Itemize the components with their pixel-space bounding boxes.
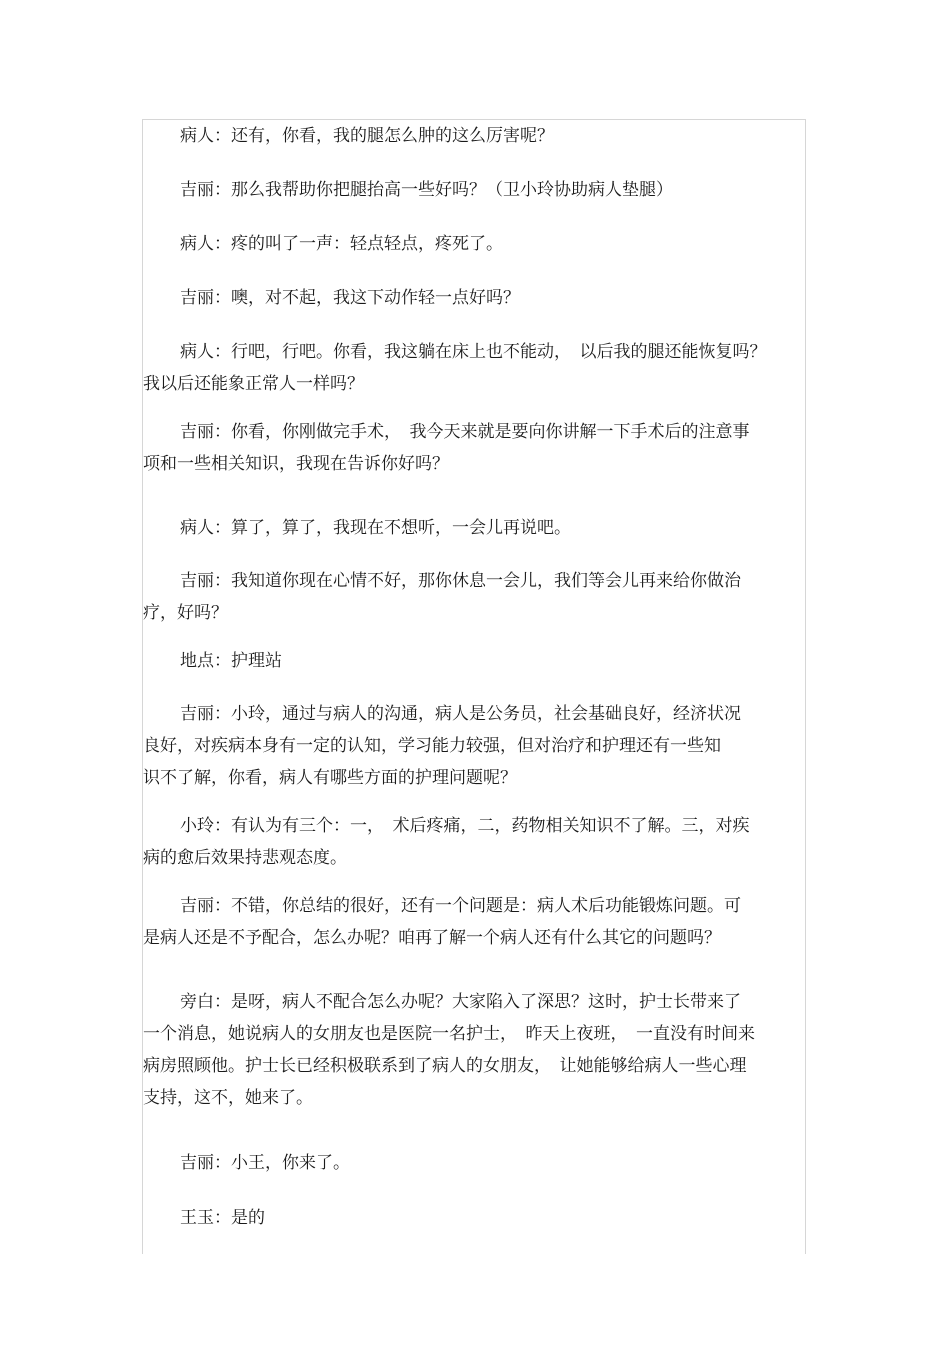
paragraph-line: 吉丽：我知道你现在心情不好，那你休息一会儿，我们等会儿再来给你做治: [180, 571, 741, 591]
paragraph-line: 地点：护理站: [180, 651, 282, 671]
dialogue-paragraph: [143, 645, 803, 677]
paragraph-line: 吉丽：小玲，通过与病人的沟通，病人是公务员，社会基础良好，经济状况: [180, 704, 741, 724]
paragraph-line: 病人：行吧，行吧。你看，我这躺在床上也不能动， 以后我的腿还能恢复吗？: [180, 342, 767, 362]
dialogue-paragraph: [143, 416, 803, 480]
paragraph-line: 良好，对疾病本身有一定的认知，学习能力较强，但对治疗和护理还有一些知: [143, 736, 721, 756]
paragraph-line: 王玉：是的: [180, 1208, 265, 1228]
paragraph-line: 一个消息，她说病人的女朋友也是医院一名护士， 昨天上夜班， 一直没有时间来: [143, 1024, 755, 1044]
dialogue-paragraph: [143, 890, 803, 954]
dialogue-paragraph: [143, 282, 803, 314]
paragraph-line: 我以后还能象正常人一样吗？: [143, 374, 364, 394]
dialogue-paragraph: [143, 565, 803, 629]
paragraph-line: 吉丽：你看，你刚做完手术， 我今天来就是要向你讲解一下手术后的注意事: [180, 422, 750, 442]
dialogue-paragraph: [143, 174, 803, 206]
paragraph-line: 支持，这不，她来了。: [143, 1088, 313, 1108]
paragraph-line: 识不了解，你看，病人有哪些方面的护理问题呢？: [143, 768, 517, 788]
paragraph-line: 病人：疼的叫了一声：轻点轻点，疼死了。: [180, 234, 503, 254]
dialogue-paragraph: [143, 228, 803, 260]
dialogue-paragraph: [143, 120, 803, 152]
paragraph-line: 小玲：有认为有三个：一， 术后疼痛，二，药物相关知识不了解。三，对疾: [180, 816, 750, 836]
paragraph-line: 吉丽：不错，你总结的很好，还有一个问题是：病人术后功能锻炼问题。可: [180, 896, 741, 916]
paragraph-line: 病房照顾他。护士长已经积极联系到了病人的女朋友， 让她能够给病人一些心理: [143, 1056, 747, 1076]
paragraph-line: 吉丽：那么我帮助你把腿抬高一些好吗？（卫小玲协助病人垫腿）: [180, 180, 673, 200]
paragraph-line: 项和一些相关知识，我现在告诉你好吗？: [143, 454, 449, 474]
paragraph-line: 旁白：是呀，病人不配合怎么办呢？大家陷入了深思？这时，护士长带来了: [180, 992, 741, 1012]
paragraph-line: 病的愈后效果持悲观态度。: [143, 848, 347, 868]
paragraph-line: 是病人还是不予配合，怎么办呢？咱再了解一个病人还有什么其它的问题吗？: [143, 928, 721, 948]
dialogue-paragraph: [143, 986, 803, 1114]
dialogue-paragraph: [143, 810, 803, 874]
paragraph-line: 吉丽：小王，你来了。: [180, 1153, 350, 1173]
paragraph-line: 吉丽：噢，对不起，我这下动作轻一点好吗？: [180, 288, 520, 308]
dialogue-paragraph: [143, 698, 803, 794]
dialogue-paragraph: [143, 512, 803, 544]
paragraph-line: 疗，好吗？: [143, 603, 228, 623]
paragraph-line: 病人：算了，算了，我现在不想听，一会儿再说吧。: [180, 518, 571, 538]
paragraph-line: 病人：还有，你看，我的腿怎么肿的这么厉害呢？: [180, 126, 554, 146]
dialogue-paragraph: [143, 1202, 803, 1234]
dialogue-paragraph: [143, 336, 803, 400]
dialogue-paragraph: [143, 1147, 803, 1179]
